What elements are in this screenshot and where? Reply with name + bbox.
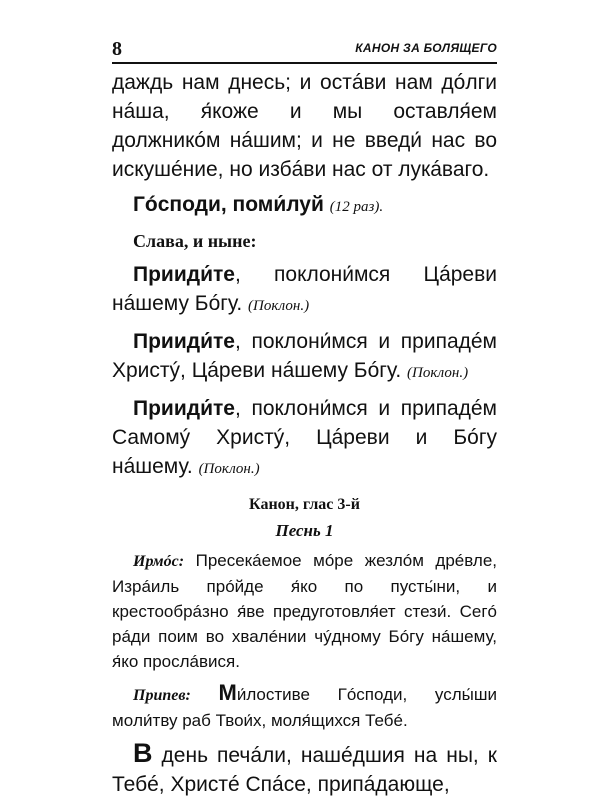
page-number: 8 xyxy=(112,38,122,60)
repeat-note: (12 раз). xyxy=(329,199,384,215)
irmos-paragraph xyxy=(112,548,497,674)
refrain-initial: М xyxy=(218,680,237,705)
refrain-label: Припев: xyxy=(133,687,191,704)
refrain-paragraph xyxy=(112,680,497,733)
lord-have-mercy-text: Гóсподи, поми́луй xyxy=(133,193,324,216)
initial-word: Прииди́те xyxy=(133,330,235,353)
bow-note: (Поклон.) xyxy=(407,365,469,381)
paragraph-text: , поклони́мся и припадéм Самомý Христý, Цáреви и Бóгу нáшему. xyxy=(112,397,497,478)
paragraph-text: , поклони́мся и припадéм Христý, Цáреви нáшему Бóгу. xyxy=(112,330,497,382)
canon-heading: Канон, глас 3-й xyxy=(249,496,360,513)
initial-word: Прииди́те xyxy=(133,397,235,420)
refrain-text: и́лостиве Гóсподи, услы́ши мoли́тву раб Твои́х, моля́щихся Тебé. xyxy=(112,685,497,730)
bow-note: (Поклон.) xyxy=(248,298,310,314)
prayer-paragraph-4 xyxy=(112,260,497,321)
bow-note: (Поклон.) xyxy=(198,461,260,477)
prayer-paragraph-2 xyxy=(112,190,497,222)
ode-heading: Песнь 1 xyxy=(275,521,334,540)
troparion-paragraph xyxy=(112,739,497,799)
irmos-text: Пресекáемое мóре жезлóм дрéвле, Изрáиль прóйде я́ко по пусты́ни, и крестообрáзно я́ве предуготовля́ет стези́. Сегó рáди поим во хвалéнии чýдному Бóгу нáшему, я́ко прослáвися. xyxy=(112,551,497,671)
running-title: КАНОН ЗА БОЛЯЩЕГО xyxy=(355,41,497,55)
prayer-paragraph-1: даждь нам днесь; и остáви нам дóлги нáша, я́коже и мы оставля́ем должникóм нáшим; и не введи́ нас во искушéние, но избáви нас от лукáваго. xyxy=(112,71,497,181)
page-header xyxy=(112,38,497,64)
initial-word: Прииди́те xyxy=(133,263,235,286)
irmos-label: Ирмóс: xyxy=(133,553,185,570)
page-body xyxy=(112,68,497,805)
troparion-text: день печáли, нашéдшия на ны, к Тебé, Христé Спáсе, припáдающе, xyxy=(112,744,497,796)
prayer-paragraph-5 xyxy=(112,327,497,388)
troparion-initial: В xyxy=(133,738,153,768)
glory-line xyxy=(112,226,497,256)
paragraph-text: , поклони́мся Цáреви нáшему Бóгу. xyxy=(112,263,497,315)
glory-text: Слава, и ныне: xyxy=(133,231,257,251)
prayer-paragraph-6 xyxy=(112,394,497,484)
